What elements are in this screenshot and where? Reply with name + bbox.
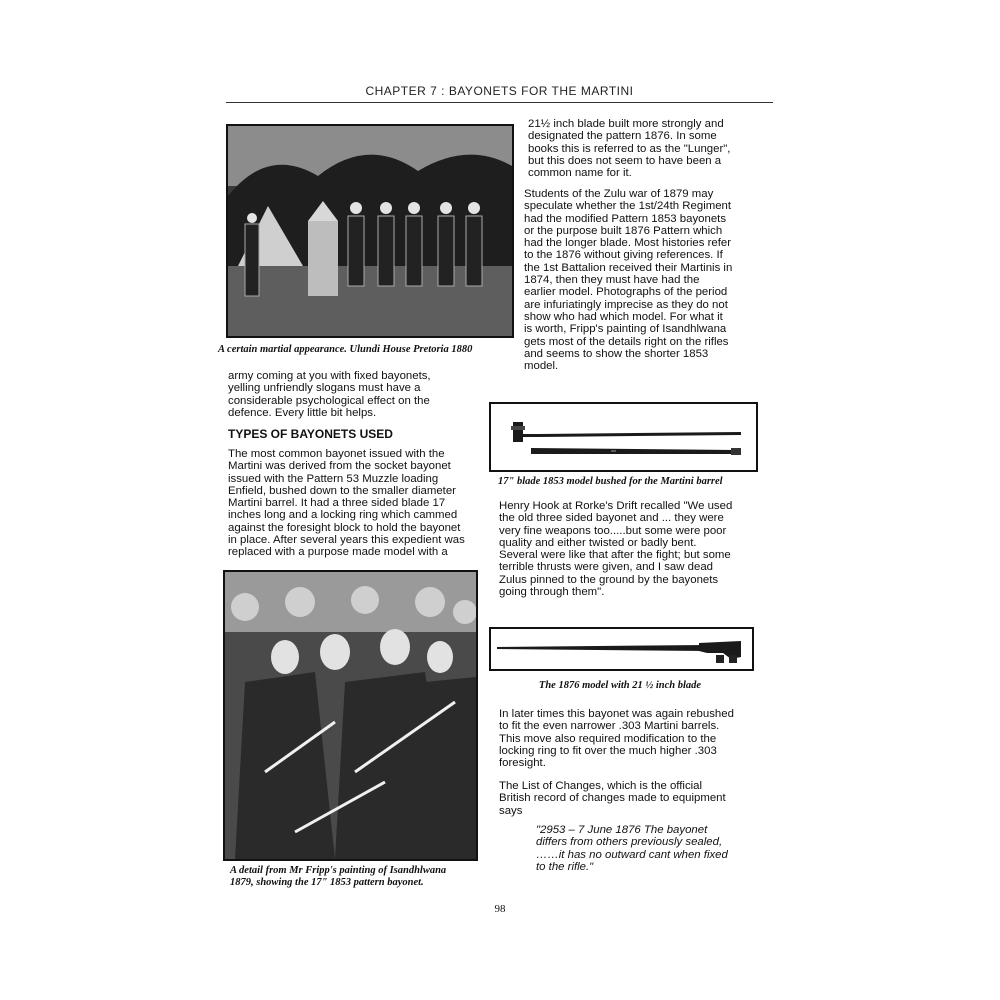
fripp-painting [223, 570, 478, 861]
text-line: speculate whether the 1st/24th Regiment [524, 200, 732, 213]
text-line: to the rifle." [536, 860, 594, 873]
caption-line: 1879, showing the 17" 1853 pattern bayonet. [230, 877, 424, 888]
ulundi-photo [226, 124, 514, 338]
text-line: yelling unfriendly slogans must have a [228, 382, 421, 395]
text-line: going through them". [499, 586, 605, 599]
left-paragraph-2 [228, 448, 469, 559]
text-line: differs from others previously sealed, [536, 836, 723, 849]
text-line: This move also required modification to the [499, 732, 717, 745]
left-paragraph-1 [228, 370, 469, 419]
header-rule [226, 102, 773, 103]
page-number: 98 [494, 903, 506, 915]
text-line: books this is referred to as the "Lunger", [528, 142, 731, 155]
text-line: foresight. [499, 757, 546, 770]
right-paragraph-1 [528, 118, 741, 179]
text-line: Enfield, bushed down to the smaller diameter [228, 484, 456, 497]
fripp-caption [230, 865, 475, 889]
text-line: army coming at you with fixed bayonets, [228, 370, 431, 382]
text-line: model. [524, 360, 559, 373]
text-line: the 1st Battalion received their Martinis in [524, 261, 733, 274]
text-line: defence. Every little bit helps. [228, 406, 377, 419]
text-line: is worth, Fripp's painting of Isandhlwana [524, 323, 727, 336]
right-paragraph-3 [499, 500, 741, 598]
text-line: had the longer blade. Most histories refer [524, 237, 732, 250]
bayonet-1853-image [489, 402, 758, 472]
right-paragraph-4 [499, 708, 741, 769]
text-line: the old three sided bayonet and ... they were [499, 512, 724, 525]
ulundi-caption: A certain martial appearance. Ulundi House Pretoria 1880 [218, 344, 473, 355]
text-line: to the 1876 without giving references. If [524, 249, 723, 262]
right-paragraph-2 [524, 188, 741, 372]
text-line: issued with the Pattern 53 Muzzle loading [228, 472, 439, 485]
text-line: The most common bayonet issued with the [228, 448, 445, 460]
text-line: show who had which model. For what it [524, 310, 723, 323]
text-line: considerable psychological effect on the [228, 394, 430, 407]
text-line: gets most of the details right on the rifles [524, 335, 729, 348]
text-line: common name for it. [528, 167, 632, 180]
text-line: Zulus pinned to the ground by the bayonets [499, 573, 719, 586]
text-line: inches long and a locking ring which cammed [228, 509, 458, 522]
text-line: designated the pattern 1876. In some [528, 130, 717, 143]
right-paragraph-5 [499, 780, 741, 817]
section-heading: TYPES OF BAYONETS USED [228, 427, 393, 441]
text-line: quality and either twisted or badly bent. [499, 536, 697, 549]
text-line: Martini was derived from the socket bayonet [228, 460, 451, 473]
text-line: British record of changes made to equipment [499, 792, 726, 805]
text-line: Martini barrel. It had a three sided blade 17 [228, 497, 446, 510]
text-line: but this does not seem to have been a [528, 154, 722, 167]
text-line: In later times this bayonet was again rebushed [499, 708, 734, 720]
bayonet-1876-caption: The 1876 model with 21 ½ inch blade [538, 680, 702, 691]
text-line: very fine weapons too.....but some were poor [499, 524, 727, 537]
text-line: to fit the even narrower .303 Martini barrels. [499, 720, 720, 733]
text-line: 1874, then they must have had the [524, 274, 700, 287]
text-line: The List of Changes, which is the official [499, 780, 703, 792]
bayonet-1853-caption: 17" blade 1853 model bushed for the Martini barrel [498, 476, 723, 487]
text-line: earlier model. Photographs of the period [524, 286, 728, 299]
chapter-header: CHAPTER 7 : BAYONETS FOR THE MARTINI [365, 84, 634, 98]
text-line: terrible thrusts were given, and I saw dead [499, 561, 714, 574]
text-line: locking ring to fit over the much higher .303 [499, 744, 717, 757]
list-of-changes-quote [536, 824, 741, 873]
bayonet-1876-image [489, 627, 754, 671]
caption-line: A detail from Mr Fripp's painting of Isandhlwana [230, 865, 447, 876]
text-line: are infuriatingly imprecise as they do not [524, 298, 728, 311]
text-line: against the foresight block to hold the bayonet [228, 521, 461, 534]
text-line: had the modified Pattern 1853 bayonets [524, 212, 727, 225]
text-line: says [499, 804, 523, 817]
text-line: Students of the Zulu war of 1879 may [524, 188, 714, 200]
text-line: Henry Hook at Rorke's Drift recalled "We used [499, 500, 733, 512]
text-line: and seems to show the shorter 1853 [524, 347, 709, 360]
text-line: Several were like that after the fight; but some [499, 549, 731, 562]
text-line: 21½ inch blade built more strongly and [528, 118, 724, 130]
text-line: or the purpose built 1876 Pattern which [524, 224, 723, 237]
text-line: "2953 – 7 June 1876 The bayonet [536, 824, 708, 836]
text-line: ……it has no outward cant when fixed [536, 848, 728, 861]
text-line: replaced with a purpose made model with a [228, 546, 448, 559]
text-line: in place. After several years this expedient was [228, 534, 465, 547]
